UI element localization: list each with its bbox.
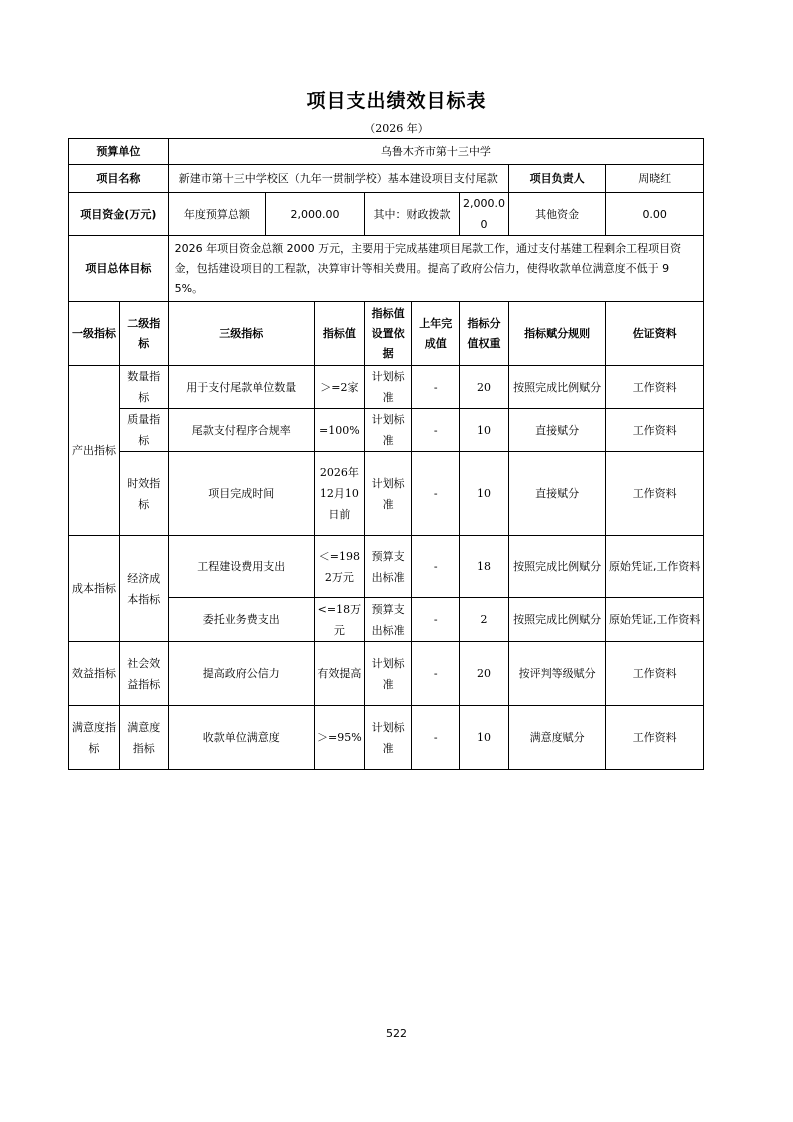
row-l2: 社会效益指标 (119, 642, 168, 706)
row-basis: 计划标准 (364, 452, 412, 536)
project-name-row (69, 165, 704, 193)
header-weight: 指标分值权重 (460, 302, 509, 366)
row-l2: 经济成本指标 (119, 536, 168, 642)
row-l2: 数量指标 (119, 366, 168, 409)
fiscal-label: 其中：财政拨款 (364, 193, 459, 236)
goal-value: 2026 年项目资金总额 2000 万元，主要用于完成基建项目尾款工作，通过支付基建工程剩余工程项目资金，包括建设项目的工程款，决算审计等相关费用。提高了政府公信力，使得收款单位满意度不低于 95%。 (168, 236, 703, 302)
table-row (69, 642, 704, 706)
row-rule: 按照完成比例赋分 (508, 598, 606, 642)
annual-budget-value: 2,000.00 (266, 193, 365, 236)
leader-label: 项目负责人 (508, 165, 606, 193)
other-label: 其他资金 (508, 193, 606, 236)
row-rule: 按照完成比例赋分 (508, 366, 606, 409)
row-last-year: - (412, 409, 460, 452)
row-last-year: - (412, 366, 460, 409)
row-weight: 20 (460, 366, 509, 409)
table-row (69, 366, 704, 409)
row-evidence: 工作资料 (606, 366, 704, 409)
page-title: 项目支出绩效目标表 (306, 90, 487, 112)
other-value: 0.00 (606, 193, 704, 236)
group-benefit: 效益指标 (69, 642, 120, 706)
row-rule: 按照完成比例赋分 (508, 536, 606, 598)
row-value: 2026年12月10日前 (314, 452, 364, 536)
row-value: ＜=1982万元 (314, 536, 364, 598)
row-weight: 18 (460, 536, 509, 598)
row-l2: 时效指标 (119, 452, 168, 536)
funds-row (69, 193, 704, 236)
group-output: 产出指标 (69, 366, 120, 536)
header-row (69, 302, 704, 366)
row-rule: 按评判等级赋分 (508, 642, 606, 706)
row-weight: 10 (460, 706, 509, 770)
row-value: =100% (314, 409, 364, 452)
unit-label: 预算单位 (69, 139, 169, 165)
row-l3: 尾款支付程序合规率 (168, 409, 314, 452)
table-row (69, 409, 704, 452)
leader-value: 周晓红 (606, 165, 704, 193)
row-evidence: 原始凭证,工作资料 (606, 536, 704, 598)
annual-budget-label: 年度预算总额 (168, 193, 266, 236)
row-value: <=18万元 (314, 598, 364, 642)
goal-row (69, 236, 704, 302)
row-evidence: 工作资料 (606, 706, 704, 770)
row-value: ＞=95% (314, 706, 364, 770)
row-last-year: - (412, 452, 460, 536)
header-basis: 指标值设置依据 (364, 302, 412, 366)
funds-label: 项目资金(万元) (69, 193, 169, 236)
row-rule: 满意度赋分 (508, 706, 606, 770)
row-last-year: - (412, 706, 460, 770)
row-l3: 提高政府公信力 (168, 642, 314, 706)
row-l2: 满意度指标 (119, 706, 168, 770)
header-last-year: 上年完成值 (412, 302, 460, 366)
row-evidence: 工作资料 (606, 409, 704, 452)
row-l3: 收款单位满意度 (168, 706, 314, 770)
header-level3: 三级指标 (168, 302, 314, 366)
row-weight: 2 (460, 598, 509, 642)
row-rule: 直接赋分 (508, 452, 606, 536)
row-l3: 用于支付尾款单位数量 (168, 366, 314, 409)
row-l3: 项目完成时间 (168, 452, 314, 536)
row-value: ＞=2家 (314, 366, 364, 409)
row-l3: 工程建设费用支出 (168, 536, 314, 598)
row-last-year: - (412, 642, 460, 706)
unit-row (69, 139, 704, 165)
row-weight: 20 (460, 642, 509, 706)
project-name-label: 项目名称 (69, 165, 169, 193)
row-basis: 计划标准 (364, 409, 412, 452)
row-last-year: - (412, 536, 460, 598)
group-satisfaction: 满意度指标 (69, 706, 120, 770)
unit-value: 乌鲁木齐市第十三中学 (168, 139, 703, 165)
row-rule: 直接赋分 (508, 409, 606, 452)
row-last-year: - (412, 598, 460, 642)
table-row (69, 536, 704, 598)
year-label: （2026 年） (364, 122, 429, 135)
header-rule: 指标赋分规则 (508, 302, 606, 366)
performance-table (68, 138, 704, 770)
page-number: 522 (386, 1027, 407, 1040)
row-evidence: 原始凭证,工作资料 (606, 598, 704, 642)
row-weight: 10 (460, 409, 509, 452)
row-l3: 委托业务费支出 (168, 598, 314, 642)
goal-label: 项目总体目标 (69, 236, 169, 302)
header-value: 指标值 (314, 302, 364, 366)
table-row (69, 706, 704, 770)
fiscal-value: 2,000.00 (460, 193, 509, 236)
row-value: 有效提高 (314, 642, 364, 706)
row-basis: 计划标准 (364, 642, 412, 706)
row-basis: 计划标准 (364, 706, 412, 770)
row-basis: 预算支出标准 (364, 598, 412, 642)
project-name-value: 新建市第十三中学校区（九年一贯制学校）基本建设项目支付尾款 (168, 165, 508, 193)
row-evidence: 工作资料 (606, 452, 704, 536)
row-evidence: 工作资料 (606, 642, 704, 706)
row-weight: 10 (460, 452, 509, 536)
header-level1: 一级指标 (69, 302, 120, 366)
row-l2: 质量指标 (119, 409, 168, 452)
row-basis: 预算支出标准 (364, 536, 412, 598)
header-level2: 二级指标 (119, 302, 168, 366)
row-basis: 计划标准 (364, 366, 412, 409)
group-cost: 成本指标 (69, 536, 120, 642)
table-row (69, 452, 704, 536)
header-evidence: 佐证资料 (606, 302, 704, 366)
